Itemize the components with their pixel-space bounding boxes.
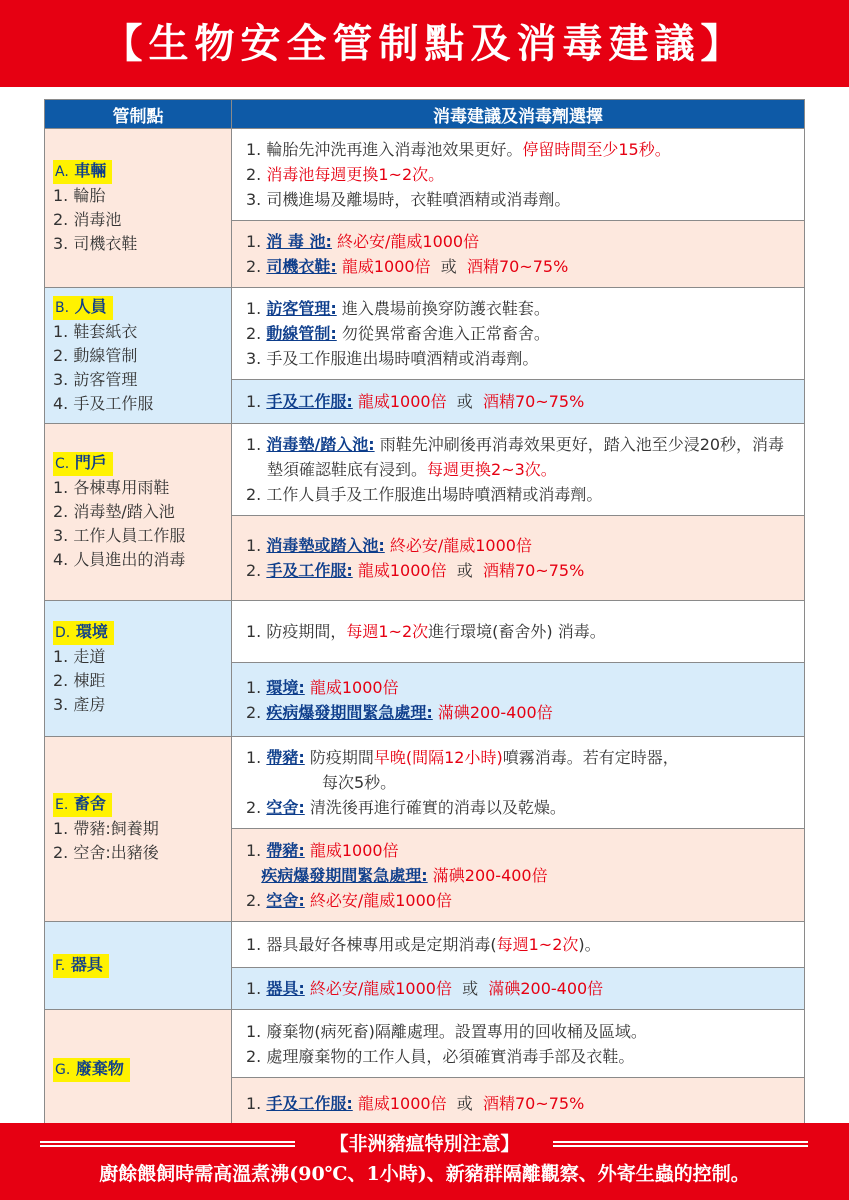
control-point-item: 2. 空舍:出豬後 — [53, 843, 159, 862]
disinfectant-cell — [232, 516, 805, 601]
category-letter: C. — [55, 456, 70, 472]
table-row — [45, 737, 805, 829]
text-span: 勿從異常畜舍進入正常畜舍。 — [336, 324, 550, 343]
highlight-text: 每週更換2~3次。 — [427, 460, 557, 479]
advice-line — [246, 346, 796, 371]
text-span: )。 — [578, 935, 601, 954]
category-title — [53, 954, 109, 978]
advice-line — [246, 162, 796, 187]
text-span: 3. 司機進場及離場時，衣鞋噴酒精或消毒劑。 — [246, 190, 571, 209]
advice-cell — [232, 288, 805, 380]
note-title: 【非洲豬瘟特別注意】 — [329, 1133, 520, 1155]
advice-line — [246, 932, 796, 957]
disinfectant-cell — [232, 663, 805, 737]
keyword-label: 消毒墊或踏入池: — [266, 536, 385, 555]
disinfectant-line — [246, 533, 796, 558]
text-span: 或 — [430, 257, 467, 276]
text-span: 雨鞋先沖刷後再消毒效果更好，踏入池至少浸20秒，消毒墊須確認鞋底有浸到。 — [267, 435, 785, 479]
advice-line — [246, 482, 796, 507]
table-body — [45, 129, 805, 1130]
text-span: 每次5秒。 — [322, 773, 397, 792]
control-point-cell — [45, 601, 232, 737]
control-point-cell — [45, 424, 232, 601]
text-span: 清洗後再進行確實的消毒以及乾燥。 — [304, 798, 566, 817]
advice-line — [246, 296, 796, 321]
highlight-text: 每週1~2次 — [346, 622, 429, 641]
text-span: 2. — [246, 702, 267, 722]
highlight-text: 龍威1000倍 — [336, 257, 431, 276]
text-span: 進入農場前換穿防護衣鞋套。 — [336, 299, 550, 318]
keyword-label: 帶豬: — [266, 748, 305, 767]
advice-line — [246, 619, 796, 644]
advice-cell — [232, 922, 805, 968]
table-header-row — [45, 100, 805, 129]
highlight-text: 消毒池每週更換1~2次。 — [266, 165, 445, 184]
control-point-cell — [45, 737, 232, 922]
control-point-item: 1. 輪胎 — [53, 186, 106, 205]
header-advice: 消毒建議及消毒劑選擇 — [232, 100, 805, 129]
category-title — [53, 793, 112, 817]
text-span: 或 — [451, 979, 489, 998]
text-span: 1. — [246, 1094, 267, 1113]
keyword-label: 器具: — [266, 979, 305, 998]
control-point-item: 2. 動線管制 — [53, 345, 138, 365]
disinfectant-line — [246, 229, 796, 254]
text-span: 2. — [246, 165, 267, 184]
text-span: 2. 處理廢棄物的工作人員，必須確實消毒手部及衣鞋。 — [246, 1046, 635, 1066]
keyword-label: 消 毒 池: — [266, 232, 332, 251]
disinfectant-line — [246, 1091, 796, 1116]
control-point-table — [44, 99, 805, 1130]
advice-cell — [232, 1010, 805, 1078]
text-span: 1. — [246, 748, 267, 767]
keyword-label: 動線管制: — [266, 324, 337, 343]
highlight-text: 龍威1000倍 — [304, 840, 399, 860]
text-span: 2. 工作人員手及工作服進出場時噴酒精或消毒劑。 — [246, 485, 603, 504]
text-span: 1. — [246, 232, 267, 251]
control-point-item: 1. 走道 — [53, 646, 106, 666]
disinfectant-line — [246, 700, 796, 725]
advice-line — [246, 795, 796, 820]
text-span: 3. 手及工作服進出場時噴酒精或消毒劑。 — [246, 349, 539, 368]
keyword-label: 手及工作服: — [266, 392, 353, 411]
advice-line — [246, 432, 796, 482]
keyword-label: 消毒墊/踏入池: — [266, 435, 375, 454]
text-span: 1. 防疫期間， — [246, 622, 347, 641]
advice-cell — [232, 129, 805, 221]
page-title: 【生物安全管制點及消毒建議】 — [102, 20, 747, 67]
text-span: 或 — [446, 392, 483, 411]
highlight-text: 龍威1000倍 — [352, 392, 447, 411]
control-point-item: 2. 棟距 — [53, 670, 106, 690]
text-span: 1. — [246, 299, 267, 318]
highlight-text: 終必安/龍威1000倍 — [304, 979, 452, 998]
text-span: 2. — [246, 890, 267, 910]
text-span: 1. — [246, 979, 267, 998]
advice-line — [246, 137, 796, 162]
highlight-text: 酒精70~75% — [482, 392, 585, 411]
category-title — [53, 452, 113, 476]
text-span: 1. 輪胎先沖洗再進入消毒池效果更好。 — [246, 140, 523, 159]
disinfectant-cell — [232, 829, 805, 922]
category-name: 畜舍 — [73, 794, 106, 813]
keyword-label: 帶豬: — [266, 840, 305, 860]
control-point-cell — [45, 288, 232, 424]
disinfectant-cell — [232, 1078, 805, 1130]
highlight-text: 酒精70~75% — [482, 561, 585, 580]
highlight-text: 酒精70~75% — [466, 257, 569, 276]
control-point-item: 3. 產房 — [53, 694, 106, 714]
disinfectant-line — [246, 675, 796, 700]
text-span — [246, 866, 261, 885]
text-span: 1. — [246, 677, 267, 697]
control-point-item: 3. 工作人員工作服 — [53, 526, 186, 545]
highlight-text: 終必安/龍威1000倍 — [304, 890, 452, 910]
note-divider-left — [40, 1141, 295, 1147]
text-span: 噴霧消毒。若有定時器， — [502, 748, 679, 767]
keyword-label: 疾病爆發期間緊急處理: — [261, 865, 428, 885]
header-control-point: 管制點 — [45, 100, 232, 129]
text-span: 1. — [246, 536, 267, 555]
text-span: 或 — [446, 1094, 483, 1113]
highlight-text: 滿碘200-400倍 — [488, 979, 604, 998]
disinfectant-line — [246, 838, 796, 863]
table-row — [45, 1010, 805, 1078]
category-letter: A. — [55, 164, 69, 180]
disinfectant-line — [246, 888, 796, 913]
control-point-cell — [45, 1010, 232, 1130]
disinfectant-line — [246, 389, 796, 414]
highlight-text: 龍威1000倍 — [352, 1094, 447, 1113]
advice-line — [246, 187, 796, 212]
advice-cell — [232, 737, 805, 829]
category-title — [53, 160, 112, 184]
text-span: 進行環境(畜舍外) 消毒。 — [428, 622, 606, 641]
advice-line — [246, 321, 796, 346]
category-title — [53, 621, 114, 645]
category-letter: G. — [55, 1061, 71, 1078]
highlight-text: 龍威1000倍 — [352, 561, 447, 580]
keyword-label: 手及工作服: — [266, 561, 353, 580]
control-point-item: 1. 帶豬:飼養期 — [53, 819, 159, 838]
table-row — [45, 424, 805, 516]
keyword-label: 空舍: — [266, 798, 305, 817]
control-point-item: 1. 各棟專用雨鞋 — [53, 478, 170, 497]
keyword-label: 司機衣鞋: — [266, 257, 337, 276]
advice-line — [246, 1044, 796, 1069]
table-row — [45, 129, 805, 221]
table-row — [45, 922, 805, 968]
text-span: 2. — [246, 798, 267, 817]
table-row — [45, 601, 805, 663]
category-name: 人員 — [74, 296, 107, 316]
highlight-text: 滿碘200-400倍 — [432, 702, 553, 722]
highlight-text: 終必安/龍威1000倍 — [384, 536, 532, 555]
text-span: 防疫期間 — [304, 748, 374, 767]
category-name: 廢棄物 — [75, 1058, 124, 1078]
category-name: 車輛 — [74, 161, 107, 180]
advice-cell — [232, 424, 805, 516]
text-span: 1. — [246, 840, 267, 860]
control-point-item: 1. 鞋套紙衣 — [53, 321, 138, 341]
text-span: 1. 器具最好各棟專用或是定期消毒( — [246, 935, 497, 954]
control-point-cell — [45, 922, 232, 1010]
note-divider-right — [553, 1141, 808, 1147]
note-body: 廚餘餵飼時需高溫煮沸(90℃、1小時)、新豬群隔離觀察、外寄生蟲的控制。 — [99, 1163, 750, 1185]
highlight-text: 終必安/龍威1000倍 — [331, 232, 480, 251]
text-span: 1. — [246, 392, 267, 411]
text-span: 2. — [246, 561, 267, 580]
control-point-item: 2. 消毒池 — [53, 210, 122, 229]
control-point-item: 4. 人員進出的消毒 — [53, 550, 186, 569]
control-point-item: 4. 手及工作服 — [53, 393, 154, 413]
category-letter: D. — [55, 624, 71, 641]
control-point-item: 2. 消毒墊/踏入池 — [53, 502, 175, 521]
disinfectant-cell — [232, 380, 805, 424]
keyword-label: 疾病爆發期間緊急處理: — [266, 702, 433, 722]
disinfectant-line — [246, 863, 796, 888]
control-point-cell — [45, 129, 232, 288]
keyword-label: 空舍: — [266, 890, 305, 910]
highlight-text: 滿碘200-400倍 — [427, 865, 548, 885]
category-letter: F. — [55, 957, 66, 974]
keyword-label: 手及工作服: — [266, 1094, 353, 1113]
category-letter: E. — [55, 797, 69, 813]
advice-line — [246, 745, 796, 770]
category-letter: B. — [55, 299, 70, 316]
control-point-item: 3. 訪客管理 — [53, 369, 138, 389]
category-title — [53, 1058, 130, 1082]
category-name: 器具 — [70, 954, 103, 974]
highlight-text: 停留時間至少15秒。 — [522, 140, 671, 159]
highlight-text: 龍威1000倍 — [304, 677, 399, 697]
text-span: 2. — [246, 257, 267, 276]
advice-cell — [232, 601, 805, 663]
keyword-label: 訪客管理: — [266, 299, 337, 318]
disinfectant-line — [246, 254, 796, 279]
category-title — [53, 296, 113, 320]
text-span: 2. — [246, 324, 267, 343]
text-span: 1. — [246, 435, 267, 454]
highlight-text: 酒精70~75% — [482, 1094, 585, 1113]
advice-line — [246, 1019, 796, 1044]
disinfectant-cell — [232, 221, 805, 288]
disinfectant-line — [246, 976, 796, 1001]
disinfectant-cell — [232, 968, 805, 1010]
text-span: 或 — [446, 561, 483, 580]
control-point-item: 3. 司機衣鞋 — [53, 234, 138, 253]
disinfectant-line — [246, 558, 796, 583]
advice-line — [246, 770, 796, 795]
table-row — [45, 288, 805, 380]
text-span: 1. 廢棄物(病死畜)隔離處理。設置專用的回收桶及區域。 — [246, 1021, 647, 1041]
category-name: 門戶 — [74, 453, 107, 472]
keyword-label: 環境: — [266, 677, 305, 697]
highlight-text: 每週1~2次 — [496, 935, 579, 954]
note-header — [0, 1131, 849, 1157]
category-name: 環境 — [75, 621, 108, 641]
highlight-text: 早晚(間隔12小時) — [373, 748, 503, 767]
